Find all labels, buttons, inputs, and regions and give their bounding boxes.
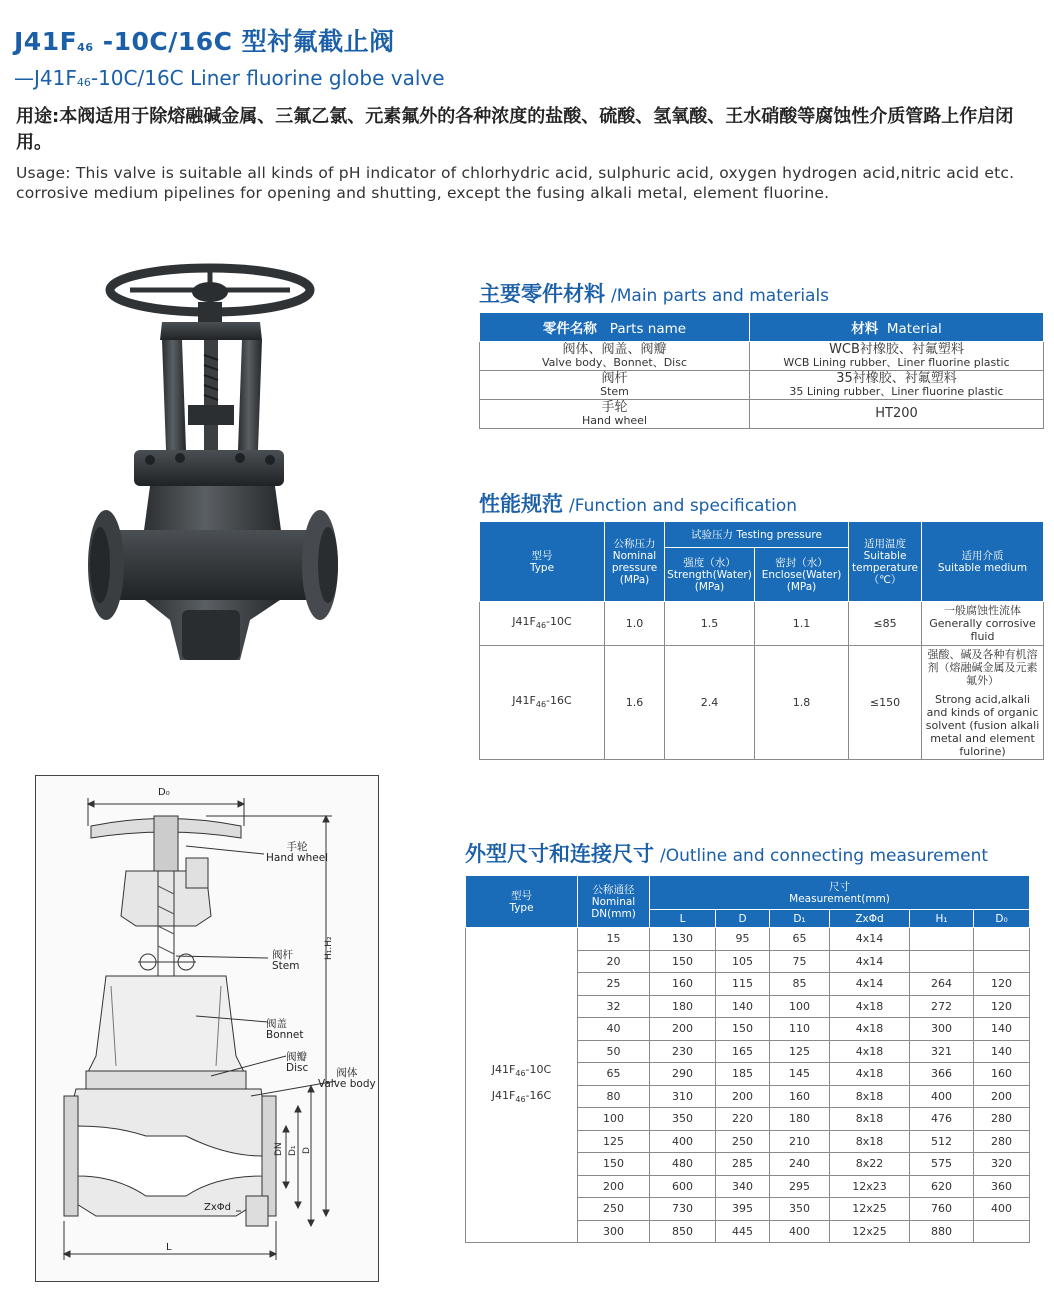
dims-cell	[974, 950, 1030, 973]
dims-cell: 40	[578, 1018, 650, 1041]
dims-cell: 395	[716, 1198, 770, 1221]
spec-header-type: 型号 Type	[480, 522, 605, 602]
dims-cell: 100	[578, 1108, 650, 1131]
dims-cell: 85	[770, 973, 830, 996]
dims-cell: 180	[770, 1108, 830, 1131]
dims-cell: 210	[770, 1130, 830, 1153]
dims-cell: 620	[910, 1175, 974, 1198]
section-drawing	[35, 775, 379, 1282]
dims-cell: 230	[650, 1040, 716, 1063]
dims-cell: 180	[650, 995, 716, 1018]
dims-cell: 120	[974, 995, 1030, 1018]
spec-table	[479, 521, 1044, 760]
dims-cell: 4x14	[830, 928, 910, 951]
dims-cell: 8x18	[830, 1085, 910, 1108]
dims-type-cell: $J41F_{46}-10C$ $J41F_{46}-16C$	[466, 928, 578, 1243]
dims-cell: 4x18	[830, 1040, 910, 1063]
dims-header-dn: 公称通径 Nominal DN(mm)	[578, 876, 650, 928]
dims-cell	[974, 928, 1030, 951]
table-row: $J41F_{46}-16C$ 1.6 2.4 1.8 ≤150 强酸、碱及各种有机溶剂（熔融碱金属及元素氟外） Strong acid,alkali and kinds of organic solvent (fusion alkali metal and element fulorine)	[480, 646, 1044, 760]
d-label: D	[302, 1147, 312, 1154]
dims-cell: 880	[910, 1220, 974, 1243]
dims-cell: 200	[974, 1085, 1030, 1108]
h1h2-label: H₁.H₂	[324, 936, 334, 960]
dims-cell: 15	[578, 928, 650, 951]
dims-cell: 145	[770, 1063, 830, 1086]
dims-cell: 280	[974, 1130, 1030, 1153]
spec-header-strength: 强度（水） Strength(Water) (MPa)	[665, 548, 755, 602]
spec-header-test: 试验压力 Testing pressure	[665, 522, 849, 548]
materials-header-part: 零件名称 Parts name	[480, 313, 750, 342]
dims-cell: 185	[716, 1063, 770, 1086]
materials-title: 主要零件材料 /Main parts and materials	[479, 282, 830, 306]
dims-cell: 272	[910, 995, 974, 1018]
dims-cell: 65	[770, 928, 830, 951]
dims-cell: 250	[716, 1130, 770, 1153]
table-row: 阀杆 Stem 35衬橡胶、衬氟塑料 35 Lining rubber、Liner fluorine plastic	[480, 371, 1044, 400]
dims-cell: 8x18	[830, 1108, 910, 1131]
dims-cell: 250	[578, 1198, 650, 1221]
dims-header-type: 型号 Type	[466, 876, 578, 928]
table-row: 阀体、阀盖、阀瓣 Valve body、Bonnet、Disc WCB衬橡胶、衬氟塑料 WCB Lining rubber、Liner fluorine plastic	[480, 342, 1044, 371]
dims-cell: 4x18	[830, 995, 910, 1018]
dims-cell	[910, 928, 974, 951]
table-row: $J41F_{46}-10C$ 1.0 1.5 1.1 ≤85 一般腐蚀性流体 Generally corrosive fluid	[480, 602, 1044, 646]
dims-cell: 130	[650, 928, 716, 951]
page-title: $J41F_{46}$ -10C/16C 型衬氟截止阀	[14, 27, 395, 56]
dims-cell: 95	[716, 928, 770, 951]
dims-col-zxd: ZxΦd	[830, 910, 910, 928]
bonnet-label: 阀盖 Bonnet	[266, 1018, 304, 1041]
dims-col-d0: D₀	[974, 910, 1030, 928]
dims-cell: 400	[974, 1198, 1030, 1221]
dims-cell: 105	[716, 950, 770, 973]
spec-header-temp: 适用温度 Suitable temperature （℃）	[849, 522, 922, 602]
l-label: L	[166, 1242, 172, 1253]
dims-cell: 360	[974, 1175, 1030, 1198]
dims-cell: 400	[910, 1085, 974, 1108]
dims-title: 外型尺寸和连接尺寸 /Outline and connecting measurement	[465, 842, 989, 866]
dims-cell	[910, 950, 974, 973]
d1-label: D₁	[288, 1145, 298, 1156]
usage-text-cn: 用途:本阀适用于除熔融碱金属、三氟乙氯、元素氟外的各种浓度的盐酸、硫酸、氢氧酸、王水硝酸等腐蚀性介质管路上作启闭用。	[16, 106, 1014, 153]
dims-cell: 730	[650, 1198, 716, 1221]
dims-cell: 480	[650, 1153, 716, 1176]
dims-cell: 310	[650, 1085, 716, 1108]
d0-label: D₀	[158, 787, 170, 798]
dims-cell: 320	[974, 1153, 1030, 1176]
spec-header-medium: 适用介质 Suitable medium	[922, 522, 1044, 602]
valve-body-label: 阀体 Valve body	[318, 1067, 376, 1090]
spec-header-nominal: 公称压力 Nominal pressure (MPa)	[605, 522, 665, 602]
dims-cell: 32	[578, 995, 650, 1018]
dims-cell: 12x25	[830, 1220, 910, 1243]
dims-cell: 264	[910, 973, 974, 996]
dims-cell: 140	[716, 995, 770, 1018]
dims-cell: 850	[650, 1220, 716, 1243]
dims-cell: 366	[910, 1063, 974, 1086]
dims-cell: 445	[716, 1220, 770, 1243]
dims-cell: 400	[650, 1130, 716, 1153]
dims-cell: 110	[770, 1018, 830, 1041]
dims-cell: 321	[910, 1040, 974, 1063]
dims-cell: 75	[770, 950, 830, 973]
dims-cell: 160	[974, 1063, 1030, 1086]
dims-col-h1: H₁	[910, 910, 974, 928]
disc-label: 阀瓣 Disc	[286, 1051, 309, 1074]
dims-cell: 350	[770, 1198, 830, 1221]
table-row: 手轮 Hand wheel HT200	[480, 400, 1044, 429]
dims-cell: 4x18	[830, 1018, 910, 1041]
dims-cell: 290	[650, 1063, 716, 1086]
materials-table	[479, 312, 1044, 429]
dims-cell: 340	[716, 1175, 770, 1198]
dims-cell: 200	[650, 1018, 716, 1041]
dims-cell: 200	[578, 1175, 650, 1198]
dims-cell: 4x14	[830, 973, 910, 996]
dims-col-d: D	[716, 910, 770, 928]
stem-label: 阀杆 Stem	[272, 949, 300, 972]
dims-cell: 12x23	[830, 1175, 910, 1198]
dims-cell: 160	[650, 973, 716, 996]
materials-header-material: 材料 Material	[750, 313, 1044, 342]
dims-cell: 150	[578, 1153, 650, 1176]
dims-cell: 100	[770, 995, 830, 1018]
page-subtitle: $—J41F_{46}-10C/16C$ Liner fluorine globe valve	[14, 66, 445, 90]
dims-cell: 200	[716, 1085, 770, 1108]
valve-photo	[70, 260, 370, 670]
dims-cell: 600	[650, 1175, 716, 1198]
dims-cell: 8x22	[830, 1153, 910, 1176]
dims-cell: 150	[650, 950, 716, 973]
hand-wheel-label: 手轮 Hand wheel	[266, 841, 329, 864]
dims-cell	[974, 1220, 1030, 1243]
spec-header-enclose: 密封（水） Enclose(Water) (MPa)	[755, 548, 849, 602]
dims-cell: 512	[910, 1130, 974, 1153]
dims-cell: 240	[770, 1153, 830, 1176]
dims-cell: 285	[716, 1153, 770, 1176]
dims-cell: 575	[910, 1153, 974, 1176]
zxd-label: ZxΦd	[204, 1202, 231, 1213]
spec-title: 性能规范 /Function and specification	[479, 492, 798, 516]
dims-cell: 25	[578, 973, 650, 996]
dims-cell: 295	[770, 1175, 830, 1198]
dims-cell: 80	[578, 1085, 650, 1108]
dims-cell: 20	[578, 950, 650, 973]
dims-cell: 125	[578, 1130, 650, 1153]
dims-cell: 50	[578, 1040, 650, 1063]
dims-cell: 120	[974, 973, 1030, 996]
dims-cell: 476	[910, 1108, 974, 1131]
dims-cell: 160	[770, 1085, 830, 1108]
dims-cell: 165	[716, 1040, 770, 1063]
dn-label: DN	[274, 1142, 284, 1156]
dims-cell: 760	[910, 1198, 974, 1221]
dims-col-d1: D₁	[770, 910, 830, 928]
dims-cell: 140	[974, 1040, 1030, 1063]
dims-cell: 115	[716, 973, 770, 996]
dims-cell: 220	[716, 1108, 770, 1131]
dims-cell: 12x25	[830, 1198, 910, 1221]
dims-cell: 150	[716, 1018, 770, 1041]
dims-table	[465, 875, 1030, 1243]
dims-cell: 140	[974, 1018, 1030, 1041]
dims-cell: 8x18	[830, 1130, 910, 1153]
dims-cell: 125	[770, 1040, 830, 1063]
dims-cell: 4x18	[830, 1063, 910, 1086]
dims-cell: 300	[910, 1018, 974, 1041]
dims-header-size: 尺寸 Measurement(mm)	[650, 876, 1030, 910]
dims-col-l: L	[650, 910, 716, 928]
dims-cell: 4x14	[830, 950, 910, 973]
dims-cell: 65	[578, 1063, 650, 1086]
dims-cell: 400	[770, 1220, 830, 1243]
dims-cell: 300	[578, 1220, 650, 1243]
dims-cell: 280	[974, 1108, 1030, 1131]
table-row	[466, 928, 1030, 951]
usage-text-en: Usage: This valve is suitable all kinds of pH indicator of chlorhydric acid, sulphuric acid, oxygen hydrogen acid,nitric acid etc. corrosive medium pipelines for opening and shutting, except the fusing alkali metal, element fluorine.	[16, 164, 1015, 202]
dims-cell: 350	[650, 1108, 716, 1131]
